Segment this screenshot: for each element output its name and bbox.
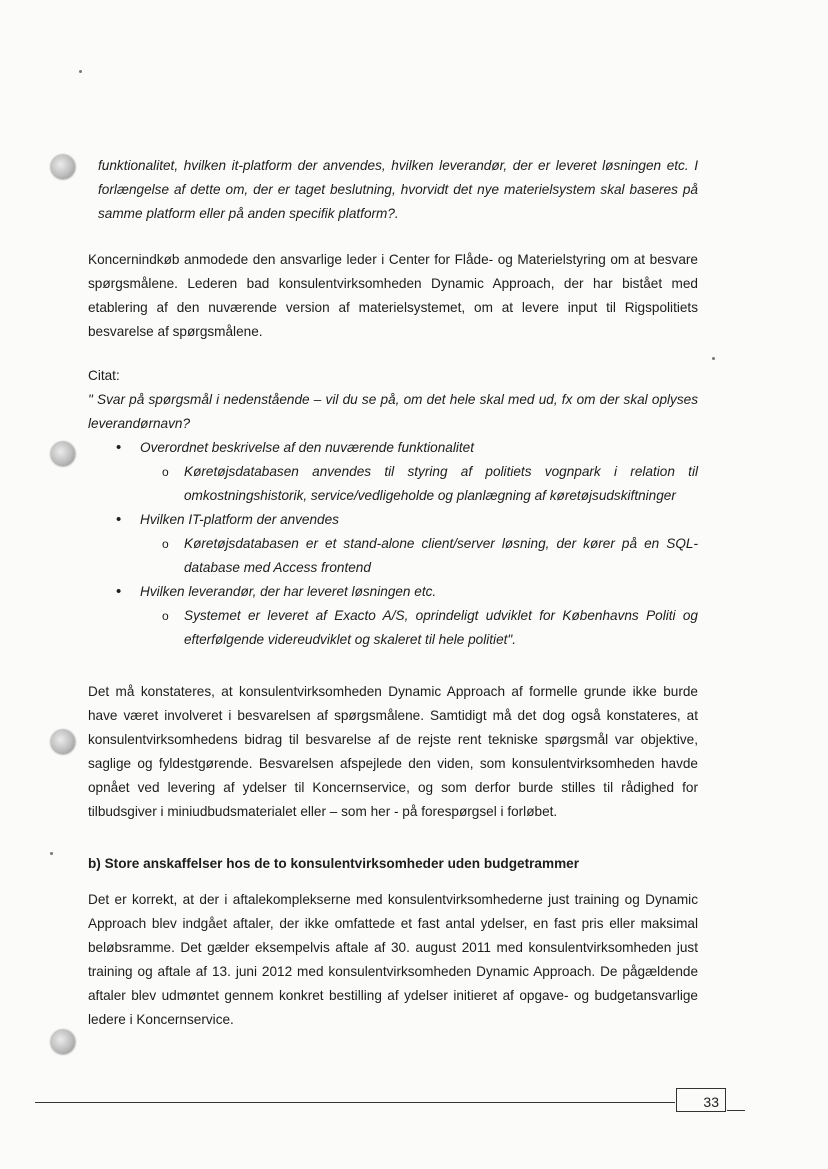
hole-punch: [51, 155, 75, 179]
sub-list: [140, 604, 698, 652]
sub-item: o Systemet er leveret af Exacto A/S, oprindeligt udviklet for Københavns Politi og efterfølgende videreudviklet og skaleret til hele politiet".: [140, 604, 698, 652]
hole-punch: [51, 730, 75, 754]
bullet-item: [88, 508, 698, 580]
sub-list: [140, 460, 698, 508]
paragraph-request: Koncernindkøb anmodede den ansvarlige leder i Center for Flåde- og Materielstyring om at besvare spørgsmålene. Lederen bad konsulentvirksomheden Dynamic Approach, der har bistået med etablering af den nuværende version af materielsystemet, om at levere input til Rigspolitiets besvarelse af spørgsmålene.: [88, 252, 698, 339]
sub-list: [140, 532, 698, 580]
sub-item: o Køretøjsdatabasen anvendes til styring af politiets vognpark i relation til omkostningshistorik, service/vedligeholde og planlægning af køretøjsudskiftninger: [140, 460, 698, 508]
intro-paragraph: funktionalitet, hvilken it-platform der anvendes, hvilken leverandør, der er leveret løsningen etc. I forlængelse af dette om, der er taget beslutning, hvorvidt det nye materielsystem skal baseres på samme platform eller på anden specifik platform?.: [98, 158, 698, 221]
footer-rule: [35, 1102, 675, 1103]
scan-speck: [50, 852, 53, 855]
scan-speck: [712, 357, 715, 360]
paragraph-conclusion: Det må konstateres, at konsulentvirksomheden Dynamic Approach af formelle grunde ikke burde have været involveret i besvarelsen af spørgsmålene. Samtidigt må det dog også konstateres, at konsulentvirksomhedens bidrag til besvarelse af de rejste rent tekniske spørgsmål var objektive, saglige og fyldestgørende. Besvarelsen afspejlede den viden, som konsulentvirksomheden havde opnået ved levering af ydelser til Koncernservice, og som derfor burde stilles til rådighed for tilbudsgiver i miniudbudsmaterialet eller – som her - på forespørgsel i forløbet.: [88, 684, 698, 819]
bullet-item: [88, 436, 698, 508]
quote-bullet-list: [88, 436, 698, 652]
hole-punch: [51, 1030, 75, 1054]
page-number: 33: [676, 1088, 726, 1112]
sub-item: o Køretøjsdatabasen er et stand-alone client/server løsning, der kører på en SQL-database med Access frontend: [140, 532, 698, 580]
document-body: [88, 154, 698, 1032]
quote-label: Citat:: [88, 368, 120, 383]
bullet-text: Hvilken IT-platform der anvendes: [140, 512, 339, 527]
quote-intro: " Svar på spørgsmål i nedenstående – vil du se på, om det hele skal med ud, fx om der skal oplyses leverandørnavn?: [88, 392, 698, 431]
hole-punch: [51, 442, 75, 466]
bullet-text: Overordnet beskrivelse af den nuværende funktionalitet: [140, 440, 474, 455]
paragraph-agreements: Det er korrekt, at der i aftalekomplekserne med konsulentvirksomhederne just training og Dynamic Approach blev indgået aftaler, der ikke omfattede et fast antal ydelser, en fast pris eller maksimal beløbsramme. Det gælder eksempelvis aftale af 30. august 2011 med konsulentvirksomheden just training og aftale af 13. juni 2012 med konsulentvirksomheden Dynamic Approach. De pågældende aftaler blev udmøntet gennem konkret bestilling af ydelser initieret af opgave- og budgetansvarlige ledere i Koncernservice.: [88, 892, 698, 1027]
scan-speck: [79, 70, 82, 73]
bullet-item: [88, 580, 698, 652]
section-heading: b) Store anskaffelser hos de to konsulentvirksomheder uden budgetrammer: [88, 856, 580, 871]
footer-rule-tail: [727, 1110, 745, 1111]
bullet-text: Hvilken leverandør, der har leveret løsningen etc.: [140, 584, 437, 599]
